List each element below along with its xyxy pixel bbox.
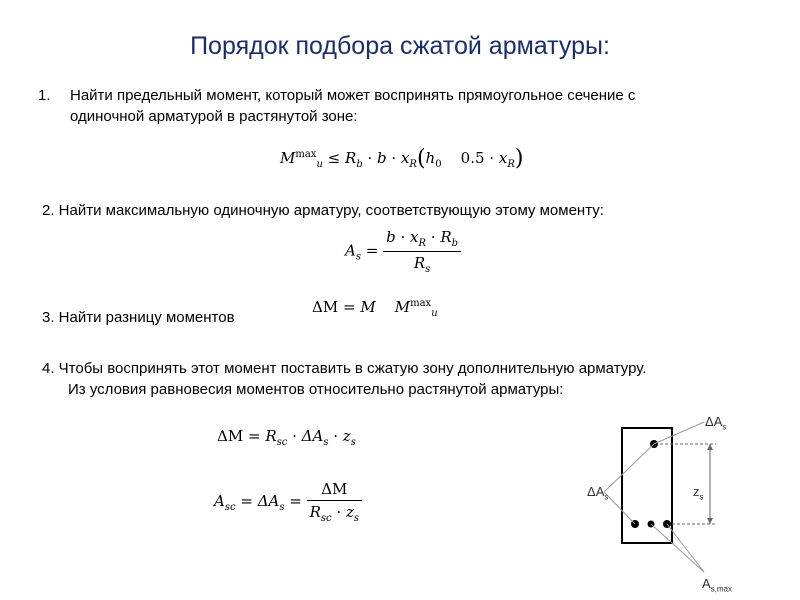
formula-ultimate-moment: $M^{max}_u \le R_b \cdot b \cdot x_R(h_0$ $0.5 \cdot x_R$)	[280, 146, 524, 171]
leader-asmax	[651, 524, 704, 572]
leader-asc	[604, 492, 635, 524]
dim-arrow-top	[707, 444, 713, 450]
formula-max-single-reinforcement: $A_s$ = $\frac{b \cdot x_R \cdot R_b}{R_s}$	[345, 228, 461, 275]
formula-compressed-reinforcement: $A_{sc} = \Delta A_s$ = $\frac{\Delta M}{R_{sc} \cdot z_s}$	[214, 480, 362, 524]
step-1-number: 1.	[38, 87, 51, 104]
label-asc: $\Delta A_s$	[587, 484, 609, 502]
dim-arrow-bottom	[707, 518, 713, 524]
step-4-line-1: 4. Чтобы воспринять этот момент поставить в сжатую зону дополнительную арматуру.	[42, 360, 647, 377]
formula-moment-equilibrium: $\Delta M = R_{sc} \cdot \Delta A_s \cdot z_s$	[217, 427, 356, 448]
step-4-line-2: Из условия равновесия моментов относительно растянутой арматуры:	[68, 381, 564, 398]
step-1-line-1: Найти предельный момент, который может воспринять прямоугольное сечение с	[70, 87, 636, 104]
step-3-text: 3. Найти разницу моментов	[42, 309, 235, 326]
label-asmax: $A_{s,max}$	[702, 576, 733, 594]
leader-asc-2	[604, 444, 654, 492]
label-zs: $z_s$	[693, 484, 704, 502]
step-1-line-2: одиночной арматурой в растянутой зоне:	[70, 108, 358, 125]
leader-asmax-2	[667, 524, 704, 572]
step-1-text	[70, 85, 770, 127]
step-2-text: 2. Найти максимальную одиночную арматуру, соответствующую этому моменту:	[42, 202, 604, 219]
page-title: Порядок подбора сжатой арматуры:	[190, 32, 610, 60]
cross-section-diagram	[560, 400, 800, 600]
label-as: $\Delta A_s$	[705, 414, 727, 432]
leader-as	[654, 422, 704, 444]
formula-moment-difference: ΔM = M $M^{max}_u$	[312, 298, 438, 319]
